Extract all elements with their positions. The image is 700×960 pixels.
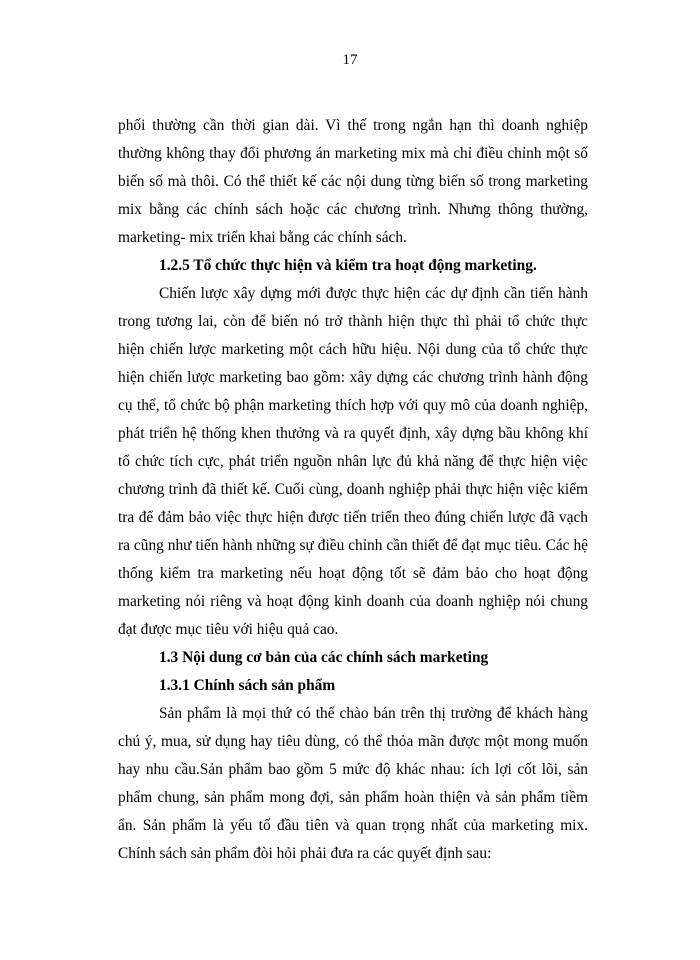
heading-1-3-1: 1.3.1 Chính sách sản phẩm <box>159 677 336 694</box>
document-body <box>118 112 588 868</box>
page-number: 17 <box>342 52 358 68</box>
paragraph-product-policy: Sản phẩm là mọi thứ có thể chào bán trên thị trường để khách hàng chú ý, mua, sử dụng hay tiêu dùng, có thể thỏa mãn được một mong muốn hay nhu cầu.Sản phẩm bao gồm 5 mức độ khác nhau: ích lợi cốt lõi, sản phẩm chung, sản phẩm mong đợi, sản phẩm hoàn thiện và sản phẩm tiềm ẩn. Sản phẩm là yếu tố đầu tiên và quan trọng nhất của marketing mix. Chính sách sản phẩm đòi hỏi phải đưa ra các quyết định sau: <box>118 705 588 862</box>
heading-1-2-5: 1.2.5 Tổ chức thực hiện và kiểm tra hoạt động marketing. <box>159 257 537 274</box>
paragraph-marketing-mix-continuation: phối thường cần thời gian dài. Vì thế trong ngắn hạn thì doanh nghiệp thường không thay đổi phương án marketing mix mà chỉ điều chỉnh một số biến số mà thôi. Có thể thiết kế các nội dung từng biến số trong marketing mix bằng các chính sách hoặc các chương trình. Nhưng thông thường, marketing- mix triển khai bằng các chính sách. <box>118 117 588 246</box>
heading-1-3: 1.3 Nội dung cơ bản của các chính sách marketing <box>159 649 489 666</box>
paragraph-implementation-control: Chiến lược xây dựng mới được thực hiện các dự định cần tiến hành trong tương lai, còn để biến nó trở thành hiện thực thì phải tổ chức thực hiện chiến lược marketing một cách hữu hiệu. Nội dung của tổ chức thực hiện chiến lược marketing bao gồm: xây dựng các chương trình hành động cụ thể, tổ chức bộ phận marketing thích hợp với quy mô của doanh nghiệp, phát triển hệ thống khen thưởng và ra quyết định, xây dựng bầu không khí tổ chức tích cực, phát triển nguồn nhân lực đủ khả năng để thực hiện việc chương trình đã thiết kế. Cuối cùng, doanh nghiệp phải thực hiện việc kiểm tra để đảm bảo việc thực hiện được tiến triển theo đúng chiến lược đã vạch ra cũng như tiến hành những sự điều chỉnh cần thiết để đạt mục tiêu. Các hệ thống kiểm tra marketing nếu hoạt động tốt sẽ đảm bảo cho hoạt động marketing nói riêng và hoạt động kinh doanh của doanh nghiệp nói chung đạt được mục tiêu với hiệu quả cao. <box>118 285 588 638</box>
